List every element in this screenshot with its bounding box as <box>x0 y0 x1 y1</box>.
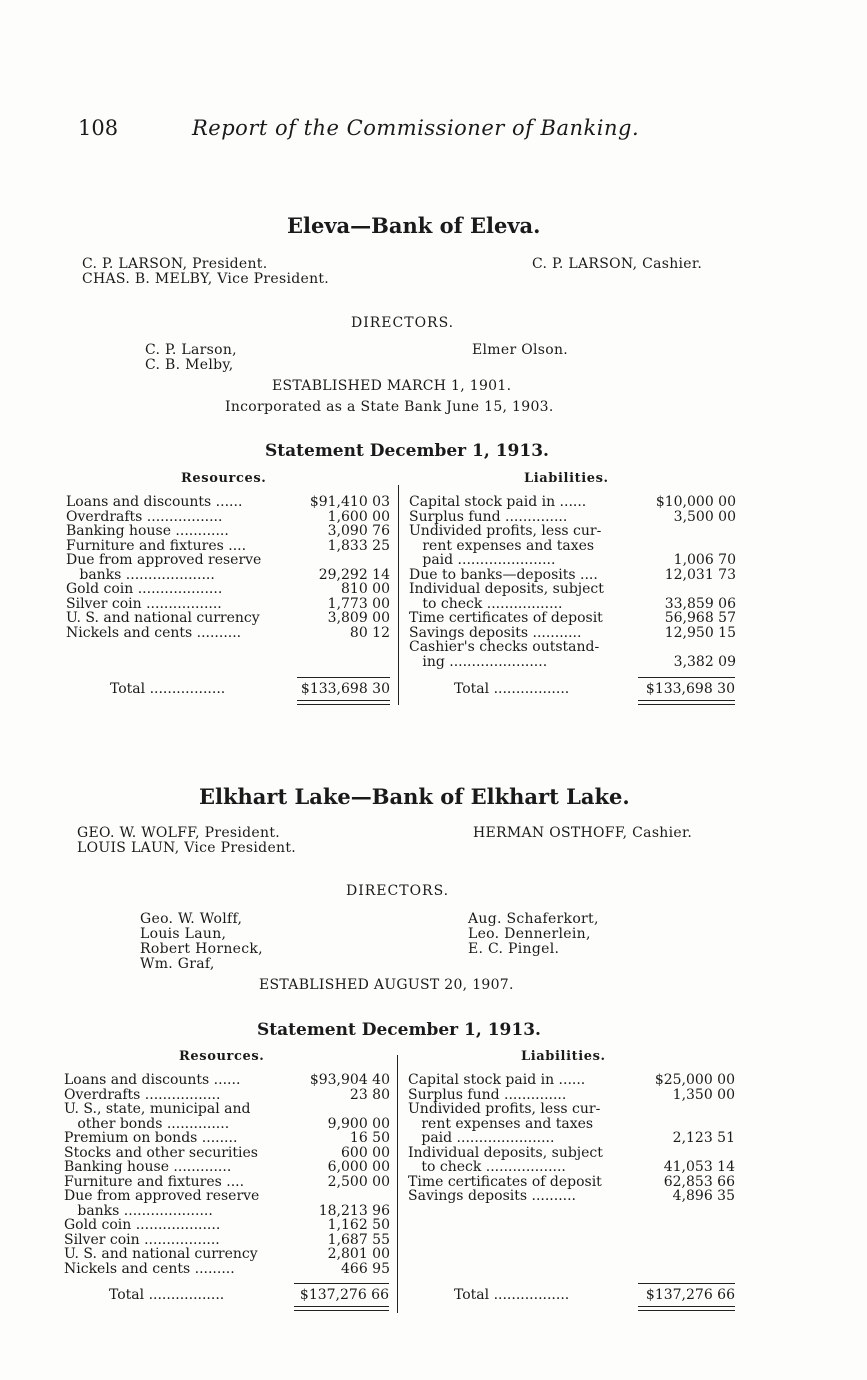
director-name: C. P. Larson, <box>145 342 237 358</box>
ledger-item-label: U. S., state, municipal and <box>64 1102 251 1117</box>
ledger-item-amount: 2,500 00 <box>327 1173 390 1190</box>
director-name: Elmer Olson. <box>472 342 569 358</box>
ledger-item-amount: 3,090 76 <box>327 523 390 539</box>
liabilities-heading: Liabilities. <box>521 1049 606 1064</box>
ledger-item-label: Due from approved reserve <box>66 553 262 568</box>
ledger-item-label: Banking house ............ <box>66 524 229 539</box>
ledger-item-label: Undivided profits, less cur- <box>408 1102 601 1117</box>
ledger-item-amount: 1,833 25 <box>327 537 390 554</box>
ledger-item-amount: 12,031 73 <box>664 566 736 583</box>
ledger-item-label: Loans and discounts ...... <box>66 495 243 510</box>
ledger-item-amount: 1,600 00 <box>327 508 390 525</box>
established-date: ESTABLISHED MARCH 1, 1901. <box>272 378 512 394</box>
ledger-item-label: to check .................. <box>408 1160 566 1175</box>
ledger-item-label: Silver coin ................. <box>64 1232 220 1247</box>
director-name: C. B. Melby, <box>145 357 234 373</box>
ledger-item-label: Capital stock paid in ...... <box>409 495 587 510</box>
double-rule <box>638 700 735 701</box>
ledger-item-label: Furniture and fixtures .... <box>66 538 247 553</box>
ledger-item-amount: 29,292 14 <box>318 566 390 583</box>
ledger-item-label: Individual deposits, subject <box>408 1145 603 1160</box>
ledger-item-label: Premium on bonds ........ <box>64 1131 238 1146</box>
sum-rule <box>294 1283 389 1284</box>
ledger-item-label: Cashier's checks outstand- <box>409 640 600 655</box>
statement-title: Statement December 1, 1913. <box>257 1020 541 1040</box>
director-name: Wm. Graf, <box>140 956 215 972</box>
ledger-item-label: banks .................... <box>66 567 215 582</box>
ledger-item-label: U. S. and national currency <box>64 1247 258 1262</box>
ledger-item-label: Silver coin ................. <box>66 596 222 611</box>
ledger-item-label: other bonds .............. <box>64 1116 230 1131</box>
total-label: Total ................. <box>454 681 570 697</box>
ledger-item-amount: 1,350 00 <box>672 1086 735 1103</box>
ledger-item-label: rent expenses and taxes <box>408 1116 594 1131</box>
ledger-item-amount: $10,000 00 <box>655 494 736 510</box>
director-name: Robert Horneck, <box>140 941 263 957</box>
ledger-item-label: Surplus fund .............. <box>408 1087 567 1102</box>
ledger-item-amount: 41,053 14 <box>663 1159 735 1175</box>
director-name: Geo. W. Wolff, <box>140 911 243 927</box>
ledger-item-label: Surplus fund .............. <box>409 509 568 524</box>
ledger-item-label: Capital stock paid in ...... <box>408 1073 586 1088</box>
directors-heading: DIRECTORS. <box>351 315 455 331</box>
running-head: Report of the Commissioner of Banking. <box>192 116 640 140</box>
ledger-item-label: Loans and discounts ...... <box>64 1073 241 1088</box>
bank-title: Eleva—Bank of Eleva. <box>287 213 541 238</box>
ledger-item-amount: 1,162 50 <box>327 1217 390 1233</box>
total-resources: $137,276 66 <box>299 1287 389 1303</box>
ledger-item-label: ing ...................... <box>409 654 548 669</box>
director-name: Louis Laun, <box>140 926 227 942</box>
director-name: Leo. Dennerlein, <box>468 926 591 942</box>
directors-heading: DIRECTORS. <box>346 883 450 899</box>
double-rule <box>294 1306 389 1307</box>
total-liabilities: $137,276 66 <box>645 1287 735 1303</box>
ledger-item-label: banks .................... <box>64 1203 213 1218</box>
total-liabilities: $133,698 30 <box>645 681 735 697</box>
ledger-item-label: Furniture and fixtures .... <box>64 1174 245 1189</box>
ledger-item-label: Savings deposits .......... <box>408 1189 576 1204</box>
ledger-item-label: Overdrafts ................. <box>66 509 223 524</box>
double-rule <box>638 704 735 705</box>
ledger-item-amount: 3,382 09 <box>673 653 736 670</box>
liabilities-heading: Liabilities. <box>524 471 609 486</box>
statement-title: Statement December 1, 1913. <box>265 441 549 461</box>
ledger-item-label: rent expenses and taxes <box>409 538 595 553</box>
director-name: E. C. Pingel. <box>468 941 560 957</box>
sum-rule <box>297 677 390 678</box>
ledger-item-amount: 3,500 00 <box>673 508 736 525</box>
ledger-item-amount: 1,687 55 <box>327 1231 390 1248</box>
director-name: Aug. Schaferkort, <box>468 911 599 927</box>
double-rule <box>294 1310 389 1311</box>
ledger-item-amount: 2,801 00 <box>327 1246 390 1262</box>
resources-heading: Resources. <box>181 471 267 486</box>
sum-rule <box>638 677 735 678</box>
ledger-item-label: Due to banks—deposits .... <box>409 567 598 582</box>
ledger-item-amount: $91,410 03 <box>309 494 390 510</box>
ledger-item-amount: 600 00 <box>341 1144 390 1161</box>
ledger-item-amount: 466 95 <box>341 1260 390 1277</box>
ledger-item-amount: 3,809 00 <box>327 610 390 626</box>
double-rule <box>297 700 390 701</box>
ledger-item-amount: 6,000 00 <box>327 1159 390 1175</box>
ledger-item-amount: 12,950 15 <box>664 624 736 641</box>
ledger-item-amount: 62,853 66 <box>663 1173 735 1190</box>
ledger-item-label: Stocks and other securities <box>64 1145 258 1160</box>
ledger-item-label: Overdrafts ................. <box>64 1087 221 1102</box>
ledger-item-label: Gold coin ................... <box>66 582 223 597</box>
double-rule <box>638 1310 735 1311</box>
officer-cashier: HERMAN OSTHOFF, Cashier. <box>473 825 693 841</box>
ledger-item-amount: 16 50 <box>349 1130 390 1146</box>
ledger-item-label: paid ...................... <box>408 1131 555 1146</box>
column-divider <box>397 1055 398 1313</box>
ledger-item-amount: 18,213 96 <box>318 1202 390 1219</box>
total-label: Total ................. <box>110 681 226 697</box>
ledger-item-label: Due from approved reserve <box>64 1189 260 1204</box>
ledger-item-label: Banking house ............. <box>64 1160 232 1175</box>
double-rule <box>638 1306 735 1307</box>
ledger-item-amount: 33,859 06 <box>664 595 736 612</box>
ledger-item-amount: 9,900 00 <box>327 1115 390 1132</box>
total-resources: $133,698 30 <box>300 681 390 697</box>
total-label: Total ................. <box>109 1287 225 1303</box>
officer-cashier: C. P. LARSON, Cashier. <box>532 256 703 272</box>
ledger-item-amount: 810 00 <box>341 581 390 597</box>
ledger-item-amount: 2,123 51 <box>672 1130 735 1146</box>
ledger-item-label: paid ...................... <box>409 553 556 568</box>
ledger-item-label: Gold coin ................... <box>64 1218 221 1233</box>
ledger-item-amount: 1,006 70 <box>673 552 736 568</box>
ledger-item-label: Time certificates of deposit <box>409 611 603 626</box>
ledger-item-amount: $93,904 40 <box>309 1072 390 1088</box>
ledger-item-amount: $25,000 00 <box>654 1072 735 1088</box>
column-divider <box>398 485 399 705</box>
ledger-item-label: Individual deposits, subject <box>409 582 604 597</box>
incorporated-date: Incorporated as a State Bank June 15, 1903. <box>225 399 554 415</box>
ledger-item-label: to check ................. <box>409 596 563 611</box>
officer-vice-president: LOUIS LAUN, Vice President. <box>77 840 297 856</box>
page-number: 108 <box>78 116 119 140</box>
sum-rule <box>638 1283 735 1284</box>
bank-title: Elkhart Lake—Bank of Elkhart Lake. <box>199 784 630 809</box>
ledger-item-label: Undivided profits, less cur- <box>409 524 602 539</box>
ledger-item-label: Nickels and cents .......... <box>66 625 242 640</box>
resources-heading: Resources. <box>179 1049 265 1064</box>
ledger-item-amount: 56,968 57 <box>664 610 736 626</box>
ledger-item-amount: 23 80 <box>349 1086 390 1103</box>
double-rule <box>297 704 390 705</box>
ledger-item-amount: 80 12 <box>349 624 390 641</box>
total-label: Total ................. <box>454 1287 570 1303</box>
ledger-item-label: U. S. and national currency <box>66 611 260 626</box>
ledger-item-amount: 4,896 35 <box>672 1188 735 1204</box>
officer-president: C. P. LARSON, President. <box>82 256 268 272</box>
ledger-item-amount: 1,773 00 <box>327 595 390 612</box>
officer-vice-president: CHAS. B. MELBY, Vice President. <box>82 271 330 287</box>
officer-president: GEO. W. WOLFF, President. <box>77 825 281 841</box>
ledger-item-label: Savings deposits ........... <box>409 625 582 640</box>
ledger-item-label: Time certificates of deposit <box>408 1174 602 1189</box>
established-date: ESTABLISHED AUGUST 20, 1907. <box>259 977 514 993</box>
ledger-item-label: Nickels and cents ......... <box>64 1261 235 1276</box>
